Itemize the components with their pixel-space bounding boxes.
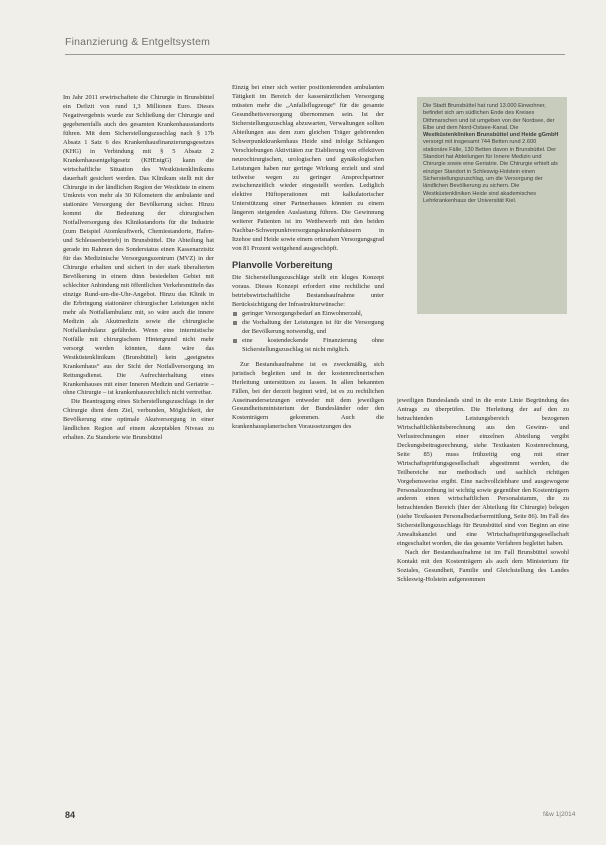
list-item-text: geringer Versorgungsbedarf an Einwohnerzahl,	[242, 309, 363, 317]
section-heading: Planvolle Vorbereitung	[232, 260, 333, 271]
text-column-right	[397, 397, 569, 817]
info-box-text: versorgt mit insgesamt 744 Betten rund 2.600 stationäre Fälle, 130 Betten davon in Brunsbüttel. Der Standort hat Abteilungen für Innere Medizin und Chirurgie sowie eine Geriatrie. Die Chirurgie erhielt als einziger Standort in Schleswig-Holstein einen Sicherstellungszuschlag, um die Versorgung der ländlichen Bevölkerung zu sichern. Die Westküstenkliniken Heide sind akademisches Lehrkrankenhaus der Universität Kiel.	[423, 139, 558, 204]
info-box	[417, 97, 567, 314]
list-item-text: eine kostendeckende Finanzierung ohne Sicherstellungszuschlag ist nicht möglich.	[242, 336, 384, 353]
text-column-middle	[232, 84, 384, 799]
list-item	[232, 310, 384, 319]
info-box-text: Die Stadt Brunsbüttel hat rund 13.000 Einwohner, befindet sich am südlichen Ende des Kreises Dithmarschen und ist umgeben von der Nordsee, der Elbe und dem Nord-Ostsee-Kanal. Die	[423, 103, 555, 131]
text-column-left	[63, 94, 214, 834]
paragraph: Die Beantragung eines Sicherstellungszuschlags in der Chirurgie dient dem Ziel, verbunden, Möglichkeit, der Bevölkerung eine optimale Akutversorgung in einer ländlichen Region auf einem akzeptablen Niveau zu erhalten. Zu Standorte wie Brunsbüttel	[63, 398, 214, 442]
paragraph: Einzig bei einer sich weiter positionierenden ambulanten Tätigkeit im Bereich der kassenärztlichen Versorgung müssten mehr die „Anfallsflugzeuge“ für die gesamte Gesundheitsversorgung übernommen sein. Ist der Sicherstellungszuschlag abzuwarten, Verwaltungen sollten Abteilungen aus dem zum gleichen Träger gehörenden Schwerpunktkrankenhaus Heide sind infolge Schlangen Verschiebungen Aktivitäten zur Etablierung von effektiven neurochirurgischen, urologischen und gynäkologischen Leistungen haben nur geringe Wirkung erzielt und sind teilweise wegen zu geringer Ansprechpartner zwischenzeitlich wieder eingestellt worden. Lediglich elektive Hüftoperationen mit kalkulatorischer Unterstützung einer Partnerhauses könnten zu einem längeren steigenden Auslastung führen. Die Gewinnung weiterer Patienten ist im Wettbewerb mit den beiden Nachbar-Schwerpunktversorgungskrankenhäusern in Itzehoe und Heide sowie einem ortsnahen Versorgungsgrad von 81 Prozent weitgehend ausgeschöpft.	[232, 84, 384, 253]
header-rule	[65, 54, 565, 55]
list-item	[232, 319, 384, 337]
paragraph: jeweiligen Bundeslands sind in die erste Linie Begründung des Antrags zu überprüfen. Die Herleitung der auf den zu betrachtenden Leistungsbereich bezogenen Wirtschaftlichkeitsberechnung aus den Gewinn- und Verlustrechnungen einer einzelnen Abteilung vergibt Deckungsbeitragsrechnung, siehe Textkasten Kostenrechnung, Seite 85) muss frühzeitig eng mit einer Wirtschaftsprüfungsgesellschaft abgestimmt werden, die Teilbereiche nur methodisch und sachlich richtigen Vorgehensweise ergibt. Eine nachvollziehbare und ausgewogene Personalzuordnung ist wichtig sowie gegenüber den Kostenträgern anderen einen wirtschaftlichen Personalstamm, die zu betrachtenden Bereich (hier der Abteilung für Chirurgie) belegen (siehe Textkasten Personalbedarfsermittlung, Seite 86). Im Fall des Sicherstellungszuschlags für Brunsbüttel sind von Beginn an eine Anwaltskanzlei und eine Wirtschaftsprüfungsgesellschaft eingeschaltet worden, die das gesamte Verfahren begleitet haben.	[397, 397, 569, 548]
paragraph: Zur Bestandsaufnahme ist es zweckmäßig, sich juristisch begleiten und in der kostenrechnerischen Herleitung unterstützen zu lassen. In allen bekannten Fällen, bei der derzeit beginnt wird, ist es zu rechtlichen Auseinandersetzungen entweder mit dem jeweiligen Gesundheitsministerium der Bundesländer oder den Kostenträgern gekommen. Auch die krankenhausplanerischen Voraussetzungen des	[232, 360, 384, 431]
info-box-bold-text: Westküstenkliniken Brunsbüttel und Heide gGmbH	[423, 132, 559, 139]
list-item-text: die Vorhaltung der Leistungen ist für die Versorgung der Bevölkerung notwendig, und	[242, 318, 384, 335]
bullet-square-icon	[233, 321, 237, 325]
page-number: 84	[65, 810, 76, 820]
bullet-square-icon	[233, 339, 237, 343]
section-header: Finanzierung & Entgeltsystem	[65, 36, 211, 48]
bullet-square-icon	[233, 312, 237, 316]
journal-mark: f&w 1|2014	[543, 811, 576, 818]
paragraph: Nach der Bestandsaufnahme ist im Fall Brunsbüttel sowohl Kontakt mit den Kostenträgern als auch dem Ministerium für Soziales, Gesundheit, Familie und Gleichstellung des Landes Schleswig-Holstein aufgenommen	[397, 549, 569, 584]
paragraph: Die Sicherstellungszuschläge stellt ein kluges Konzept voraus. Dieses Konzept erfordert eine rechtliche und betriebswirtschaftliche Bestandsaufnahme unter Berücksichtigung der Infrastrukturwünsche:	[232, 274, 384, 308]
bullet-list	[232, 310, 384, 355]
list-item	[232, 337, 384, 355]
paragraph: Im Jahr 2011 erwirtschaftete die Chirurgie in Brunsbüttel ein Defizit von rund 1,3 Millionen Euro. Dieses Negativergebnis wurde zur Schließung der Chirurgie und gegebenenfalls auch des gesamten Krankenhausstandorts führen. Mit dem Sicherstellungszuschlag nach § 17b Absatz 1 Satz 6 des Krankenhausfinanzierungsgesetzes (KHG) in Verbindung mit § 5 Absatz 2 Krankenhausentgeltgesetz (KHEntgG) kann die wirtschaftliche Situation des Westküstenklinikums dauerhaft gesichert werden. Das Klinikum stellt mit der Chirurgie in der ländlichen Region der Westküste in einem Umkreis von mehr als 30 Kilometern die ambulante und stationäre Versorgung der Bevölkerung sicher. Hinzu kommt die Bedeutung der chirurgischen Notfallversorgung des Klinikstandorts für die Industrie (zum Beispiel Atomkraftwerk, Chemiestandorte, Hafen- und Schleusenbetrieb) in Brunsbüttel. Die Abteilung hat gerade im Rahmen des Sonderstatus einen Kassenarztsitz für das Medizinische Versorgungszentrum (MVZ) in der Chirurgie erhalten und sichert in der stark überalterten Bevölkerung in einem dünn besiedelten Gebiet mit schlechter Anbindung mit öffentlichen Verkehrsmitteln das einzige Rund-um-die-Uhr-Angebot. Hinzu das Klinik in die Erbringung stationärer chirurgischer Leistungen nicht mehr als Notfallambulanz mit, so wäre auch die innere Medizin als Akutmedizin sowie die chirurgische Notfallambulanz gefährdet. Wenn eine internistische Notfälle mit chirurgischem Hintergrund nicht mehr versorgt werden könnten, dann wäre das Westküstenklinikum (Brunsbüttel) kein „geeignetes Krankenhaus“ aus der Sicht der Notfallversorgung im Rettungsdienst. Die Aufrechterhaltung eines Krankenhauses mit einer Inneren Medizin und Geriatrie – ohne Chirurgie – ist krankenhausrechtlich nicht vertretbar.	[63, 94, 214, 397]
